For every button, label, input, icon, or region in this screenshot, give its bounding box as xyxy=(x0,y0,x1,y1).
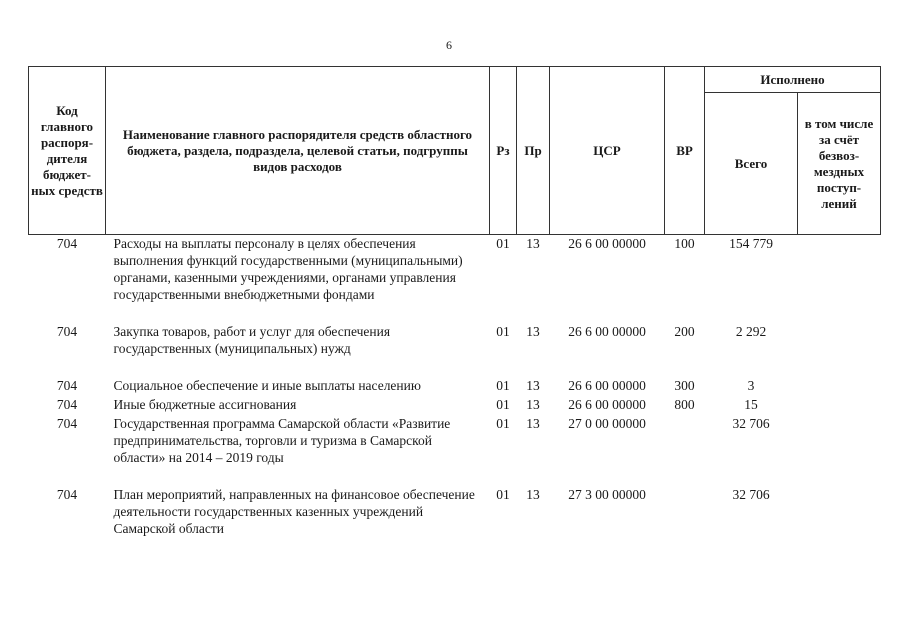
row-vr: 200 xyxy=(674,324,695,339)
row-vr: 300 xyxy=(674,378,695,393)
table-row xyxy=(29,377,881,396)
row-csr: 27 0 00 00000 xyxy=(568,416,646,431)
table-row xyxy=(29,486,881,537)
row-pr: 13 xyxy=(526,324,540,339)
header-total: Всего xyxy=(705,93,798,235)
row-name: Иные бюджетные ассигнования xyxy=(113,397,297,412)
page-number: 6 xyxy=(446,38,452,52)
row-code: 704 xyxy=(56,487,78,502)
row-csr: 26 6 00 00000 xyxy=(568,236,646,251)
header-csr: ЦСР xyxy=(550,67,665,235)
header-rz: Рз xyxy=(490,67,517,235)
row-gratuitous xyxy=(798,396,881,415)
row-gratuitous xyxy=(798,323,881,377)
row-pr: 13 xyxy=(526,487,540,502)
row-pr: 13 xyxy=(526,416,540,431)
header-pr: Пр xyxy=(517,67,550,235)
budget-table xyxy=(28,66,881,537)
row-name: Расходы на выплаты персоналу в целях обеспечения выполнения функций государственными (муниципальными) органами, казенными учреждениями, органами управления государственными внебюджетными фондами xyxy=(113,236,463,302)
row-vr xyxy=(665,486,705,537)
row-gratuitous xyxy=(798,415,881,486)
row-vr xyxy=(665,415,705,486)
row-pr: 13 xyxy=(526,236,540,251)
header-name: Наименование главного распорядителя средств областного бюджета, раздела, подраздела, целевой статьи, подгруппы видов расходов xyxy=(106,67,490,235)
table-body xyxy=(29,235,881,538)
row-pr: 13 xyxy=(526,397,540,412)
header-vr: ВР xyxy=(665,67,705,235)
row-rz: 01 xyxy=(496,378,510,393)
row-name: Государственная программа Самарской области «Развитие предпринимательства, торговли и туризма в Самарской области» на 2014 – 2019 годы xyxy=(113,416,451,465)
table-row xyxy=(29,323,881,377)
table-row xyxy=(29,396,881,415)
row-code: 704 xyxy=(56,416,78,431)
row-total: 154 779 xyxy=(729,236,773,251)
row-code: 704 xyxy=(56,236,78,251)
row-name: План мероприятий, направленных на финансовое обеспечение деятельности государственных казенных учреждений Самарской области xyxy=(113,487,475,536)
header-code: Код главного распоря-дителя бюджет-ных средств xyxy=(29,67,106,235)
row-rz: 01 xyxy=(496,397,510,412)
row-code: 704 xyxy=(56,397,78,412)
row-total: 2 292 xyxy=(735,324,767,339)
row-gratuitous xyxy=(798,235,881,324)
header-executed: Исполнено xyxy=(705,67,881,93)
row-csr: 26 6 00 00000 xyxy=(568,324,646,339)
table-row xyxy=(29,235,881,324)
row-total: 32 706 xyxy=(732,416,770,431)
row-csr: 27 3 00 00000 xyxy=(568,487,646,502)
row-gratuitous xyxy=(798,486,881,537)
row-vr: 800 xyxy=(674,397,695,412)
row-csr: 26 6 00 00000 xyxy=(568,397,646,412)
row-vr: 100 xyxy=(674,236,695,251)
table-row xyxy=(29,415,881,486)
table-header xyxy=(29,67,881,235)
row-total: 32 706 xyxy=(732,487,770,502)
row-rz: 01 xyxy=(496,324,510,339)
row-rz: 01 xyxy=(496,236,510,251)
row-pr: 13 xyxy=(526,378,540,393)
row-name: Закупка товаров, работ и услуг для обеспечения государственных (муниципальных) нужд xyxy=(113,324,391,356)
row-csr: 26 6 00 00000 xyxy=(568,378,646,393)
row-code: 704 xyxy=(56,378,78,393)
row-total: 15 xyxy=(744,397,758,412)
row-rz: 01 xyxy=(496,487,510,502)
row-rz: 01 xyxy=(496,416,510,431)
row-gratuitous xyxy=(798,377,881,396)
header-gratuitous: в том числе за счёт безвоз-мездных поступ-лений xyxy=(798,93,881,235)
row-code: 704 xyxy=(56,324,78,339)
row-total: 3 xyxy=(747,378,755,393)
row-name: Социальное обеспечение и иные выплаты населению xyxy=(113,378,421,393)
